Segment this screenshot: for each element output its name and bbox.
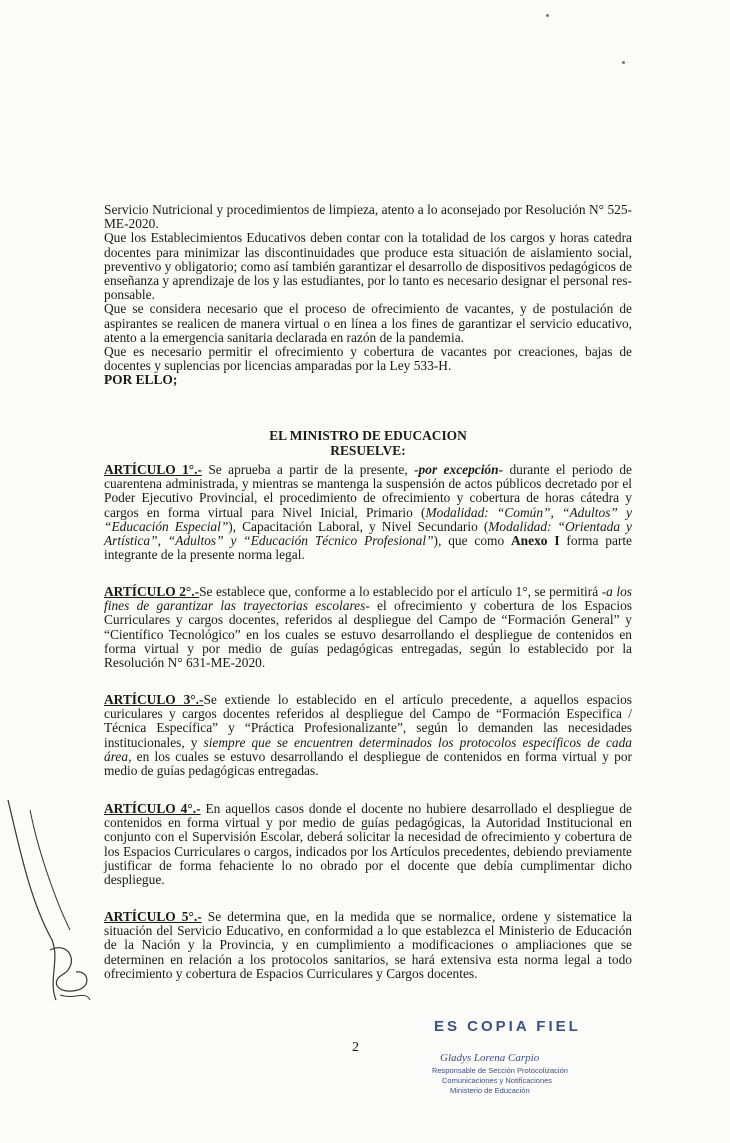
article-2-label: ARTÍCULO 2°.- xyxy=(104,584,200,599)
por-ello: POR ELLO; xyxy=(104,372,178,388)
article-text: Se extiende lo establecido en el artículo precedente, a aquellos espacios curiculares y cargos docentes referidos al despliegue del Campo de “Formación Especifica / Técnica Específica” y “Práctica Profesionalizante”, según lo demanden las necesidades institucionales, y xyxy=(104,692,632,750)
stamp-title: ES COPIA FIEL xyxy=(434,1018,581,1035)
resuelve-title: RESUELVE: xyxy=(330,443,406,458)
article-3-label: ARTÍCULO 3°.- xyxy=(104,692,204,707)
article-1-label: ARTÍCULO 1°.- xyxy=(104,462,202,477)
article-emphasis: Modalidad: “Orientada y Artística”, “Adultos” y “Educación Técnico Profesional” xyxy=(104,518,632,549)
article-text: Se determina que, en la medida que se normalice, ordene y sistematice la situación del Servicio Educativo, en conformidad a lo que establezca el Ministerio de Educación de la Nación y la Provincia, y en cumplimiento a modificaciones o ampliaciones que se determinen en relación a los protocolos sanitarios, se hará extensiva esta norma legal a todo ofrecimiento y cobertura de Espacios Curriculares y Cargos docentes. xyxy=(104,909,632,981)
article-text: ), Capacitación Laboral, y Nivel Secundario ( xyxy=(228,518,489,534)
resolution-heading xyxy=(104,428,632,458)
article-text: el ofrecimiento y cobertura de los Espacios Curriculares y cargos docentes, referidos al despliegue del Campo de “Formación General” y “Científico Tecnológico” en los cuales se estuvo desarrollando el despliegue de contenidos en forma virtual y por medio de guías pedagógicas entregadas, según lo establecido por la Resolución N° 631-ME-2020. xyxy=(104,598,633,671)
article-4 xyxy=(104,802,632,887)
intro-paragraph: Que se considera necesario que el proceso de ofrecimiento de vacantes, y de postulación de aspirantes se realicen de manera virtual o en línea a los fines de garantizar el servicio educativo, atento a la emergencia sanitaria declarada en razón de la pandemia. xyxy=(104,301,632,345)
article-text: forma parte integrante de la presente norma legal. xyxy=(104,533,633,563)
article-text: ), que como xyxy=(433,533,512,549)
stamp-line: Ministerio de Educación xyxy=(450,1086,530,1095)
handwritten-signature-mark xyxy=(0,790,110,1020)
article-text: , en los cuales se estuvo desarrollando el despliegue de contenidos en forma virtual y por medio de guías pedagógicas entregadas. xyxy=(104,748,632,779)
stamp-signature: Gladys Lorena Carpio xyxy=(440,1052,540,1064)
article-text: Se establece que, conforme a lo establecido por el artículo 1°, se permitirá xyxy=(199,584,602,599)
article-emphasis: siempre que se encuentren determinados los protocolos específicos de cada área xyxy=(104,734,632,764)
stamp-line: Responsable de Sección Protocolización xyxy=(432,1066,568,1075)
article-emphasis: -por excepción- xyxy=(414,462,504,477)
article-emphasis: -a los fines de garantizar las trayectorias escolares- xyxy=(104,584,632,614)
certified-copy-stamp xyxy=(420,1018,590,1098)
article-2 xyxy=(104,585,632,670)
article-3 xyxy=(104,693,632,778)
article-1 xyxy=(104,463,632,562)
article-4-label: ARTÍCULO 4°.- xyxy=(104,801,201,816)
article-5 xyxy=(104,910,632,981)
intro-block xyxy=(104,203,632,388)
scan-speck xyxy=(546,14,549,17)
article-5-label: ARTÍCULO 5°.- xyxy=(104,909,202,924)
intro-paragraph: Que es necesario permitir el ofrecimiento y cobertura de vacantes por creaciones, bajas de docentes y suplencias por licencias amparadas por la Ley 533-H. xyxy=(104,344,632,374)
intro-paragraph: Que los Establecimientos Educativos deben contar con la totalidad de los cargos y horas catedra docentes para minimizar las discontinuidades que produce esta situación de aislamiento social, preventivo y obligatorio; como así también garantizar el desarrollo de dispositivos pedagógicos de enseñanza y aprendizaje de los y las estudiantes, por lo tanto es necesario designar el personal res-ponsable. xyxy=(104,230,632,303)
scan-speck xyxy=(622,61,625,64)
page-number: 2 xyxy=(352,1040,359,1055)
annex-reference: Anexo I xyxy=(511,533,560,549)
article-text: En aquellos casos donde el docente no hubiere desarrollado el despliegue de contenidos en forma virtual y por medio de guías pedagógicas, la Autoridad Institucional en conjunto con el Supervisión Escolar, deberá solicitar la necesidad de ofrecimiento y cobertura de los Espacios Curriculares o cargos, indicados por los Artículos precedentes, debiendo previamente justificar de forma fehaciente lo no obrado por el docente que debía cumplimentar dicho despliegue. xyxy=(104,801,632,888)
intro-paragraph: Servicio Nutricional y procedimientos de limpieza, atento a lo aconsejado por Resolución N° 525-ME-2020. xyxy=(104,202,632,232)
stamp-line: Comunicaciones y Notificaciones xyxy=(442,1076,553,1085)
article-emphasis: Modalidad: “Común”, “Adultos” y “Educación Especial” xyxy=(104,504,632,534)
article-text: durante el periodo de cuarentena administrada, y mientras se mantenga la suspensión de actos públicos decretado por el Poder Ejecutivo Provincial, el procedimiento de ofrecimiento y cobertura de horas cátedra y cargos en forma virtual para Nivel Inicial, Primario ( xyxy=(104,462,632,520)
article-text: Se aprueba a partir de la presente, xyxy=(201,462,415,477)
minister-title: EL MINISTRO DE EDUCACION xyxy=(269,428,467,443)
